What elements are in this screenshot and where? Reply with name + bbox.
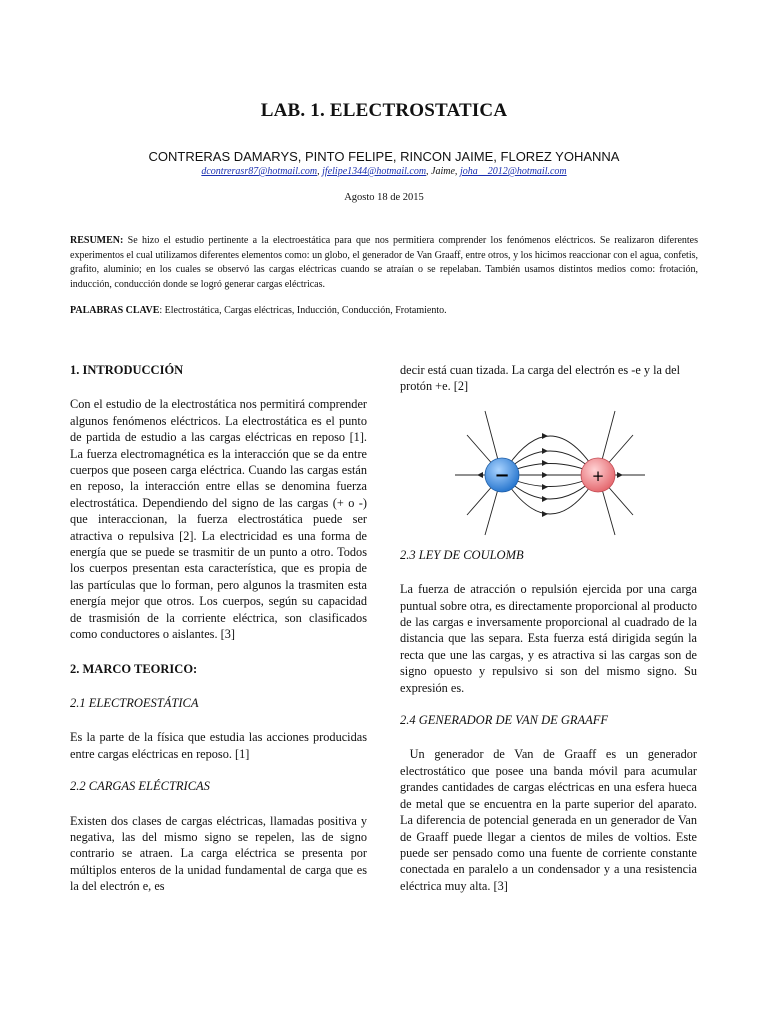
left-column <box>70 362 367 907</box>
keywords-label: PALABRAS CLAVE <box>70 305 160 316</box>
intro-paragraph: Con el estudio de la electrostática nos permitirá comprender algunos fenómenos eléctricos. La electrostática es el punto de partida de estudio a las cargas eléctricas en reposo [1]. La fuerza electromagnética es la interacción que se da entre cuerpos que poseen carga eléctrica. Cuando las cargas están en reposo, la interacción entre ellas se denomina fuerza electrostática. Dependiendo del signo de las cargas (+ o -) que interaccionan, la fuerza electrostática puede ser atractiva o repulsiva [2]. La electricidad es una forma de energía que se puede se trasmitir de un punto a otro. Todos los cuerpos presentan esta característica, que es propia de las partículas que lo forman, pero algunos la trasmiten esta energía mejor que otros. Los cuerpos, según su capacidad de trasmisión de la corriente eléctrica, son clasificados como conductores o aislantes. [3] <box>70 397 367 642</box>
date-line: Agosto 18 de 2015 <box>344 192 424 203</box>
cargas-paragraph: Existen dos clases de cargas eléctricas, llamadas positiva y negativa, las del mismo signo se repelen, las de signo contrario se atraen. La carga eléctrica se presenta por múltiplos enteros de la unidad fundamental de carga que es la del electrón e, es <box>70 813 367 894</box>
positive-sign: + <box>591 466 605 485</box>
email-link-2[interactable]: jfelipe1344@hotmail.com <box>322 166 427 177</box>
negative-sign: − <box>494 464 510 486</box>
email-separator: , Jaime, <box>426 166 460 177</box>
subsection-heading-coulomb: 2.3 LEY DE COULOMB <box>400 547 524 562</box>
author-emails <box>0 166 768 177</box>
email-separator: , <box>317 166 323 177</box>
email-link-1[interactable]: dcontrerasr87@hotmail.com <box>201 166 318 177</box>
subsection-heading-electroestatica: 2.1 ELECTROESTÁTICA <box>70 695 199 710</box>
subsection-heading-cargas: 2.2 CARGAS ELÉCTRICAS <box>70 779 210 794</box>
coulomb-paragraph: La fuerza de atracción o repulsión ejercida por una carga puntual sobre otra, es directamente proporcional al producto de las cargas e inversamente proporcional al cuadrado de la distancia que las separa. Esta fuerza está dirigida según la recta que une las cargas, y es atractiva si las cargas son de signo opuesto y repulsivo si son del mismo signo. Su expresión es. <box>400 582 697 695</box>
email-link-3[interactable]: joha__2012@hotmail.com <box>459 166 567 177</box>
section-heading-introduccion: 1. INTRODUCCIÓN <box>70 363 184 377</box>
electroestatica-paragraph: Es la parte de la física que estudia las acciones producidas entre cargas eléctricas en reposo. [1] <box>70 730 367 761</box>
cargas-paragraph-continued: decir está cuan tizada. La carga del electrón es -e y la del protón +e. [2] <box>400 363 681 394</box>
van-de-graaff-paragraph: Un generador de Van de Graaff es un generador electrostático que posee una banda móvil para acumular grandes cantidades de cargas eléctricas en una esfera hueca de metal que se encuentra en la parte superior del aparato. La diferencia de potencial generada en un generador de Van de Graaff puede llegar a cientos de miles de voltios. Este puede ser pensado como una fuente de corriente constante conectada en paralelo a un condensador y a una resistencia eléctrica muy alta. [3] <box>400 747 697 893</box>
abstract <box>70 234 698 292</box>
abstract-label: RESUMEN: <box>70 235 124 246</box>
subsection-heading-van-de-graaff: 2.4 GENERADOR DE VAN DE GRAAFF <box>400 713 609 728</box>
electric-field-figure <box>455 407 645 537</box>
keywords <box>70 304 698 318</box>
right-column <box>400 362 697 906</box>
abstract-text: Se hizo el estudio pertinente a la electroestática para que nos permitiera comprender los fenómenos eléctricos. Se realizaron diferentes experimentos el cual utilizamos diferentes elementos como: un globo, el generador de Van Graaff, entre otros, y los hicimos reaccionar con el agua, confetis, grafito, aluminio; en los cuales se observó las cargas eléctricas cuando se atraían o se repelaban. También usamos distintos medios como: frotación, inducción, conducción donde se logró generar cargas eléctricas. <box>70 235 698 290</box>
field-lines <box>455 411 645 535</box>
paper-title: LAB. 1. ELECTROSTATICA <box>260 100 508 121</box>
authors-line: CONTRERAS DAMARYS, PINTO FELIPE, RINCON JAIME, FLOREZ YOHANNA <box>148 149 620 164</box>
section-heading-marco-teorico: 2. MARCO TEORICO: <box>70 661 198 676</box>
keywords-text: : Electrostática, Cargas eléctricas, Inducción, Conducción, Frotamiento. <box>159 305 447 316</box>
